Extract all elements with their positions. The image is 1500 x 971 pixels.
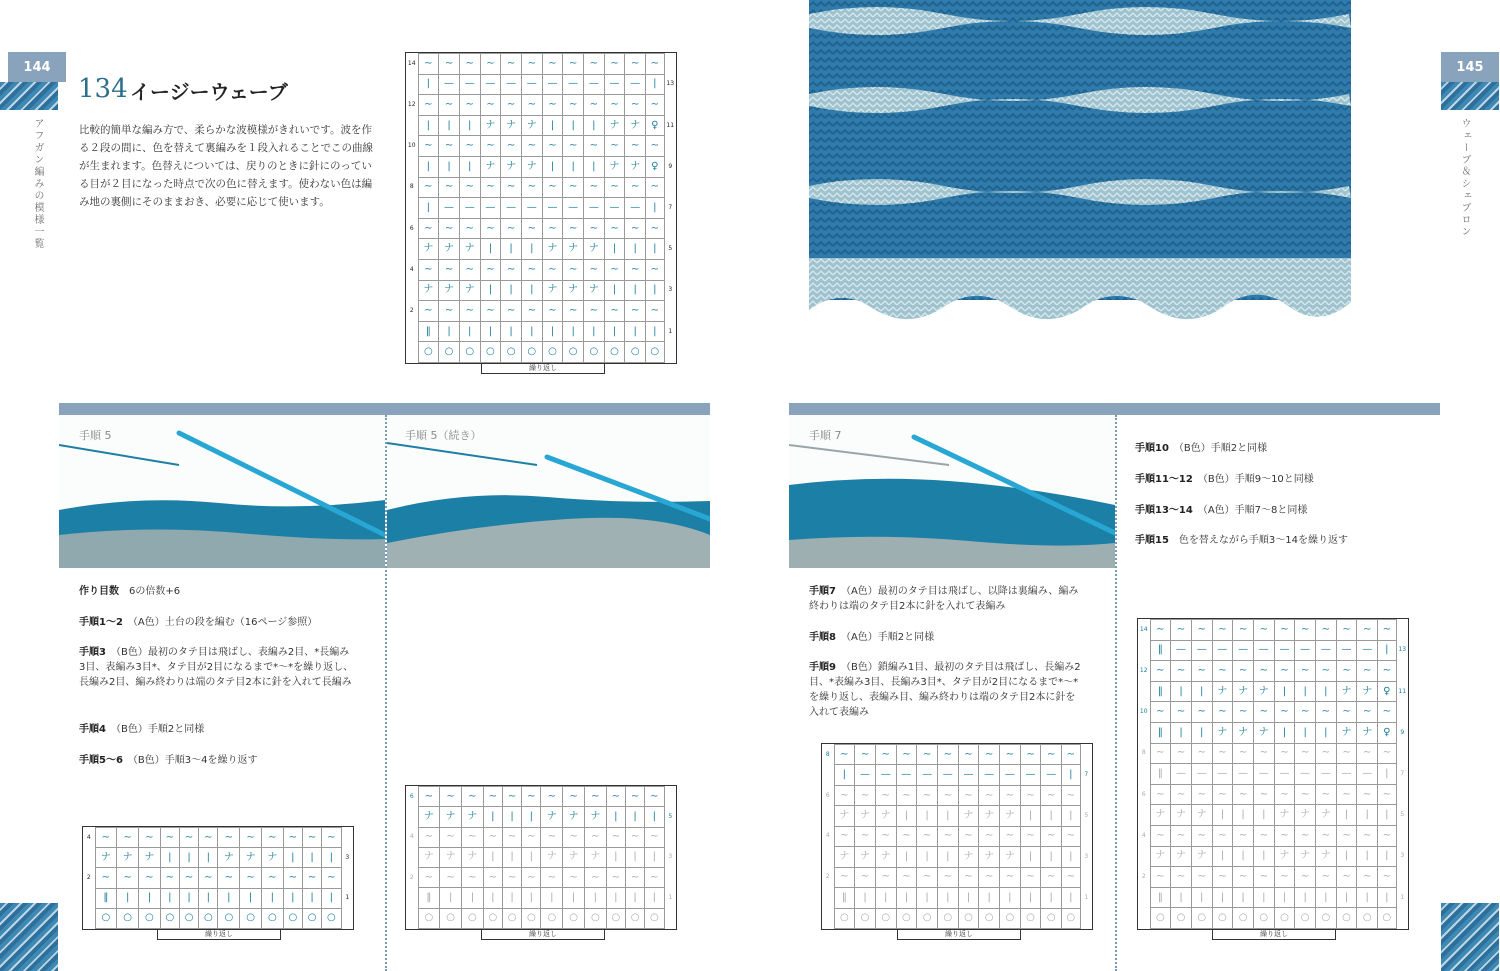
- step5-label: 手順 5: [79, 429, 112, 442]
- chart-repeat-label: 繰り返し: [1212, 930, 1336, 940]
- instruction-item: 手順9 （B色）鎖編み1目、最初のタテ目は飛ばし、長編み2目、*表編み3目、長編み3目*、タテ目が2目になるまで*～*を繰り返し、表編み目、編み終わりは端のタテ目2本に針を入れて表編み: [809, 662, 1081, 718]
- swatch-tab-right: [1441, 82, 1499, 110]
- chart-rows-1-4: 4 ∼ ∼ ∼ ∼ ∼ ∼ ∼ ∼ ∼ ∼ ∼ ∼ ナ ナ ナ | | | ナ ナ ナ | | | 3 2 ∼ ∼ ∼ ∼ ∼ ∼ ∼ ∼ ∼ ∼ ∼ ∼ ‖ | | | | | | | | | | | 1 ○ ○ ○ ○ ○ ○ ○ ○ ○ ○ ○ ○: [82, 826, 354, 930]
- section-bar-right: [789, 403, 1440, 415]
- pattern-title: イージーウェーブ: [130, 80, 288, 104]
- instruction-item: 手順5～6 （B色）手順3～4を繰り返す: [79, 755, 258, 766]
- step5-continued-label: 手順 5（続き）: [405, 429, 482, 442]
- instruction-item: 手順1～2 （A色）土台の段を編む（16ページ参照）: [79, 617, 318, 628]
- chart-repeat-label: 繰り返し: [897, 930, 1021, 940]
- instruction-item: 作り目数 6の倍数+6: [79, 586, 181, 597]
- instruction-item: 手順3 （B色）最初のタテ目は飛ばし、表編み2目、*長編み3目、表編み3目*、タテ目が2目になるまで*～*を繰り返し、長編み2目、編み終わりは端のタテ目2本に針を入れて長編み: [79, 647, 354, 688]
- pattern-number: 134: [78, 74, 128, 104]
- instruction-item: 手順15 色を替えながら手順3～14を繰り返す: [1135, 535, 1349, 546]
- chart-repeat-label: 繰り返し: [481, 930, 605, 940]
- chart-repeat-label: 繰り返し: [157, 930, 281, 940]
- instruction-item: 手順4 （B色）手順2と同様: [79, 724, 205, 735]
- chart-rows-1-6: 6 ∼ ∼ ∼ ∼ ∼ ∼ ∼ ∼ ∼ ∼ ∼ ∼ ナ ナ ナ | | | ナ ナ ナ | | | 5 4 ∼ ∼ ∼ ∼ ∼ ∼ ∼ ∼ ∼ ∼ ∼ ∼ ナ ナ ナ | | | ナ ナ ナ | | | 3 2 ∼ ∼ ∼ ∼ ∼ ∼ ∼ ∼ ∼ ∼ ∼ ∼ ‖ | | | | | | | | | | | 1 ○ ○ ○ ○ ○ ○ ○ ○ ○ ○ ○ ○: [405, 785, 677, 930]
- page-number-right: 145: [1441, 52, 1499, 82]
- chart-repeat-label: 繰り返し: [481, 364, 605, 374]
- side-label-left: アフガン編みの模様一覧: [32, 118, 43, 250]
- instruction-item: 手順10 （B色）手順2と同様: [1135, 443, 1268, 454]
- main-stitch-chart: 14 ∼ ∼ ∼ ∼ ∼ ∼ ∼ ∼ ∼ ∼ ∼ ∼ | — — — — — — — — — — | 13 12 ∼ ∼ ∼ ∼ ∼ ∼ ∼ ∼ ∼ ∼ ∼ ∼ | | | ナ ナ ナ | | | ナ ナ ♀ 11 10 ∼ ∼ ∼ ∼ ∼ ∼ ∼ ∼ ∼ ∼ ∼ ∼ | | | ナ ナ ナ | | | ナ ナ ♀ 9 8 ∼ ∼ ∼ ∼ ∼ ∼ ∼ ∼ ∼ ∼ ∼ ∼ | — — — — — — — — — — | 7 6 ∼ ∼ ∼ ∼ ∼ ∼ ∼ ∼ ∼ ∼ ∼ ∼ ナ ナ ナ | | | ナ ナ ナ | | | 5 4 ∼ ∼ ∼ ∼ ∼ ∼ ∼ ∼ ∼ ∼ ∼ ∼ ナ ナ ナ | | | ナ ナ ナ | | | 3 2 ∼ ∼ ∼ ∼ ∼ ∼ ∼ ∼ ∼ ∼ ∼ ∼ ‖ | | | | | | | | | | | 1 ○ ○ ○ ○ ○ ○ ○ ○ ○ ○ ○ ○: [405, 52, 677, 364]
- instruction-item: 手順7 （A色）最初のタテ目は飛ばし、以降は裏編み、編み終わりは端のタテ目2本に針を入れて表編み: [809, 586, 1079, 612]
- instruction-item: 手順11～12 （B色）手順9～10と同様: [1135, 474, 1314, 485]
- divider-right: [1115, 415, 1117, 971]
- step7-label: 手順 7: [809, 429, 842, 442]
- pattern-intro: 比較的簡単な編み方で、柔らかな波模様がきれいです。波を作る２段の間に、色を替えて裏編みを１段入れることでこの曲線が生まれます。色替えについては、戻りのときに針にのっている目が２目になった時点で次の色に替えます。使わない色は編み地の裏側にそのままおき、必要に応じて使います。: [79, 124, 373, 208]
- page-number-left: 144: [8, 52, 66, 82]
- swatch-corner-left: [0, 903, 58, 971]
- chart-rows-1-8: 8 ∼ ∼ ∼ ∼ ∼ ∼ ∼ ∼ ∼ ∼ ∼ ∼ | — — — — — — — — — — | 7 6 ∼ ∼ ∼ ∼ ∼ ∼ ∼ ∼ ∼ ∼ ∼ ∼ ナ ナ ナ | | | ナ ナ ナ | | | 5 4 ∼ ∼ ∼ ∼ ∼ ∼ ∼ ∼ ∼ ∼ ∼ ∼ ナ ナ ナ | | | ナ ナ ナ | | | 3 2 ∼ ∼ ∼ ∼ ∼ ∼ ∼ ∼ ∼ ∼ ∼ ∼ ‖ | | | | | | | | | | | 1 ○ ○ ○ ○ ○ ○ ○ ○ ○ ○ ○ ○: [821, 743, 1093, 930]
- swatch-tab-left: [0, 82, 58, 110]
- side-label-right: ウェーブ＆シェブロン: [1459, 118, 1470, 238]
- swatch-corner-right: [1441, 903, 1499, 971]
- section-bar-left: [59, 403, 710, 415]
- chart-rows-1-14: 14 ∼ ∼ ∼ ∼ ∼ ∼ ∼ ∼ ∼ ∼ ∼ ∼ ‖ — — — — — — — — — — | 13 12 ∼ ∼ ∼ ∼ ∼ ∼ ∼ ∼ ∼ ∼ ∼ ∼ ‖ | | ナ ナ ナ | | | ナ ナ ♀ 11 10 ∼ ∼ ∼ ∼ ∼ ∼ ∼ ∼ ∼ ∼ ∼ ∼ ‖ | | ナ ナ ナ | | | ナ ナ ♀ 9 8 ∼ ∼ ∼ ∼ ∼ ∼ ∼ ∼ ∼ ∼ ∼ ∼ ‖ — — — — — — — — — — | 7 6 ∼ ∼ ∼ ∼ ∼ ∼ ∼ ∼ ∼ ∼ ∼ ∼ ナ ナ ナ | | | ナ ナ ナ | | | 5 4 ∼ ∼ ∼ ∼ ∼ ∼ ∼ ∼ ∼ ∼ ∼ ∼ ナ ナ ナ | | | ナ ナ ナ | | | 3 2 ∼ ∼ ∼ ∼ ∼ ∼ ∼ ∼ ∼ ∼ ∼ ∼ ‖ | | | | | | | | | | | 1 ○ ○ ○ ○ ○ ○ ○ ○ ○ ○ ○ ○: [1137, 618, 1409, 930]
- instruction-item: 手順13～14 （A色）手順7～8と同様: [1135, 505, 1308, 516]
- knit-swatch-photo: [809, 0, 1351, 330]
- instruction-item: 手順8 （A色）手順2と同様: [809, 632, 935, 643]
